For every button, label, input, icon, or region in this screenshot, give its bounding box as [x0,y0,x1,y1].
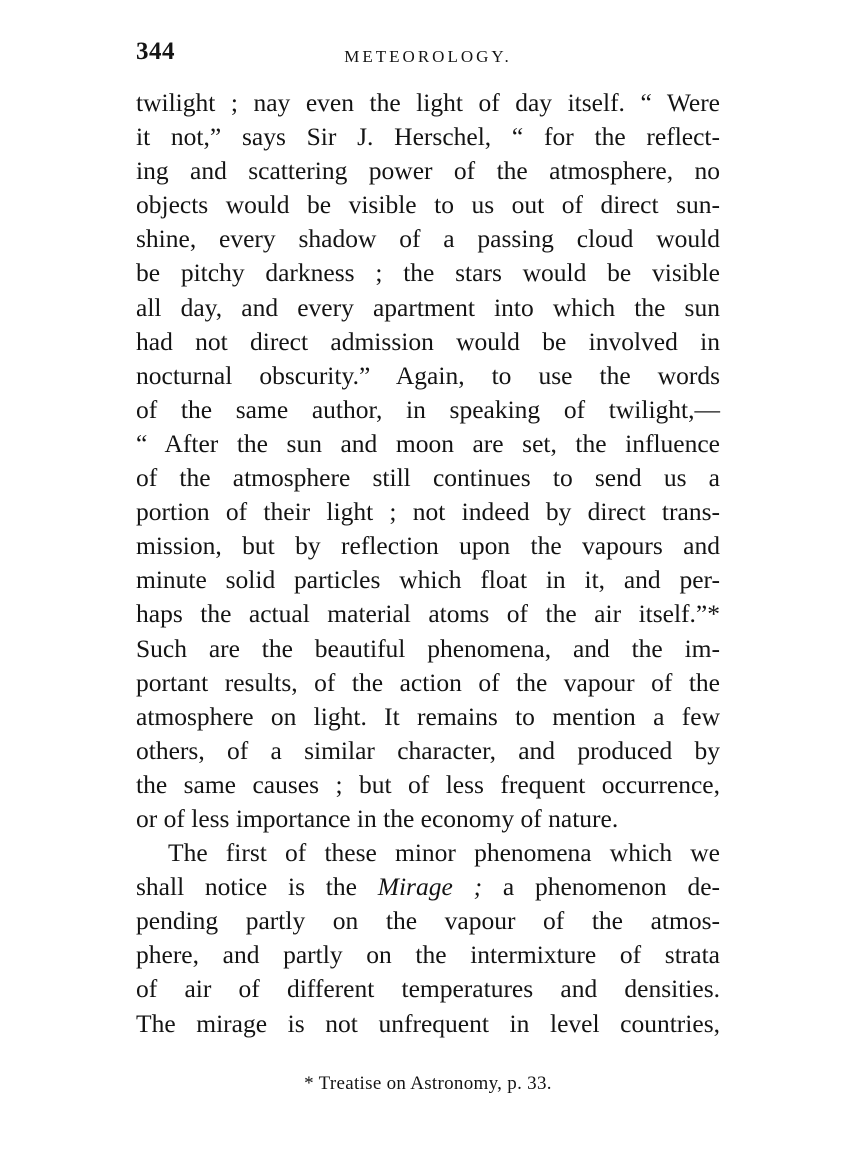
text-line: pending partly on the vapour of the atmos- [136,906,720,936]
text-line: it not,” says Sir J. Herschel, “ for the reflect- [136,122,720,152]
paragraph-2 [136,836,720,1041]
text-line: shine, every shadow of a passing cloud would [136,224,720,254]
text-line: all day, and every apartment into which the sun [136,292,720,322]
text-line: atmosphere on light. It remains to mention a few [136,701,720,731]
text-line: mission, but by reflection upon the vapours and [136,531,720,561]
body-text [136,86,720,1041]
page-number: 344 [136,38,175,65]
text-line: minute solid particles which float in it, and per- [136,565,720,595]
text-line: “ After the sun and moon are set, the influence [136,428,720,458]
text-line: Such are the beautiful phenomena, and the im- [136,633,720,663]
text-line: the same causes ; but of less frequent occurrence, [136,769,720,799]
text-line: ing and scattering power of the atmosphere, no [136,156,720,186]
text-line: nocturnal obscurity.” Again, to use the words [136,360,720,390]
text-line: be pitchy darkness ; the stars would be visible [136,258,720,288]
page-header [136,38,720,72]
text-line: haps the actual material atoms of the air itself.”* [136,599,720,629]
text-line: or of less importance in the economy of nature. [136,803,619,833]
text-line: The mirage is not unfrequent in level countries, [136,1008,720,1038]
running-title: METEOROLOGY. [344,47,512,66]
text-line: The first of these minor phenomena which we [168,838,720,868]
text-line: of the same author, in speaking of twilight,— [136,394,720,424]
text-line: objects would be visible to us out of direct sun- [136,190,720,220]
footnote: * Treatise on Astronomy, p. 33. [304,1073,552,1094]
text-line: had not direct admission would be involved in [136,326,720,356]
italic-term-mirage: Mirage ; [377,872,483,902]
text-line: others, of a similar character, and produced by [136,735,720,765]
text-segment: shall notice is the [136,872,378,902]
text-segment: a phenomenon de- [482,872,720,902]
text-line: phere, and partly on the intermixture of strata [136,940,720,970]
text-line [136,870,720,904]
text-line: portant results, of the action of the vapour of the [136,667,720,697]
paragraph-1 [136,86,720,836]
text-line: of the atmosphere still continues to send us a [136,463,720,493]
text-line: portion of their light ; not indeed by direct trans- [136,497,720,527]
text-line: twilight ; nay even the light of day itself. “ Were [136,88,720,117]
text-line: of air of different temperatures and densities. [136,974,720,1004]
